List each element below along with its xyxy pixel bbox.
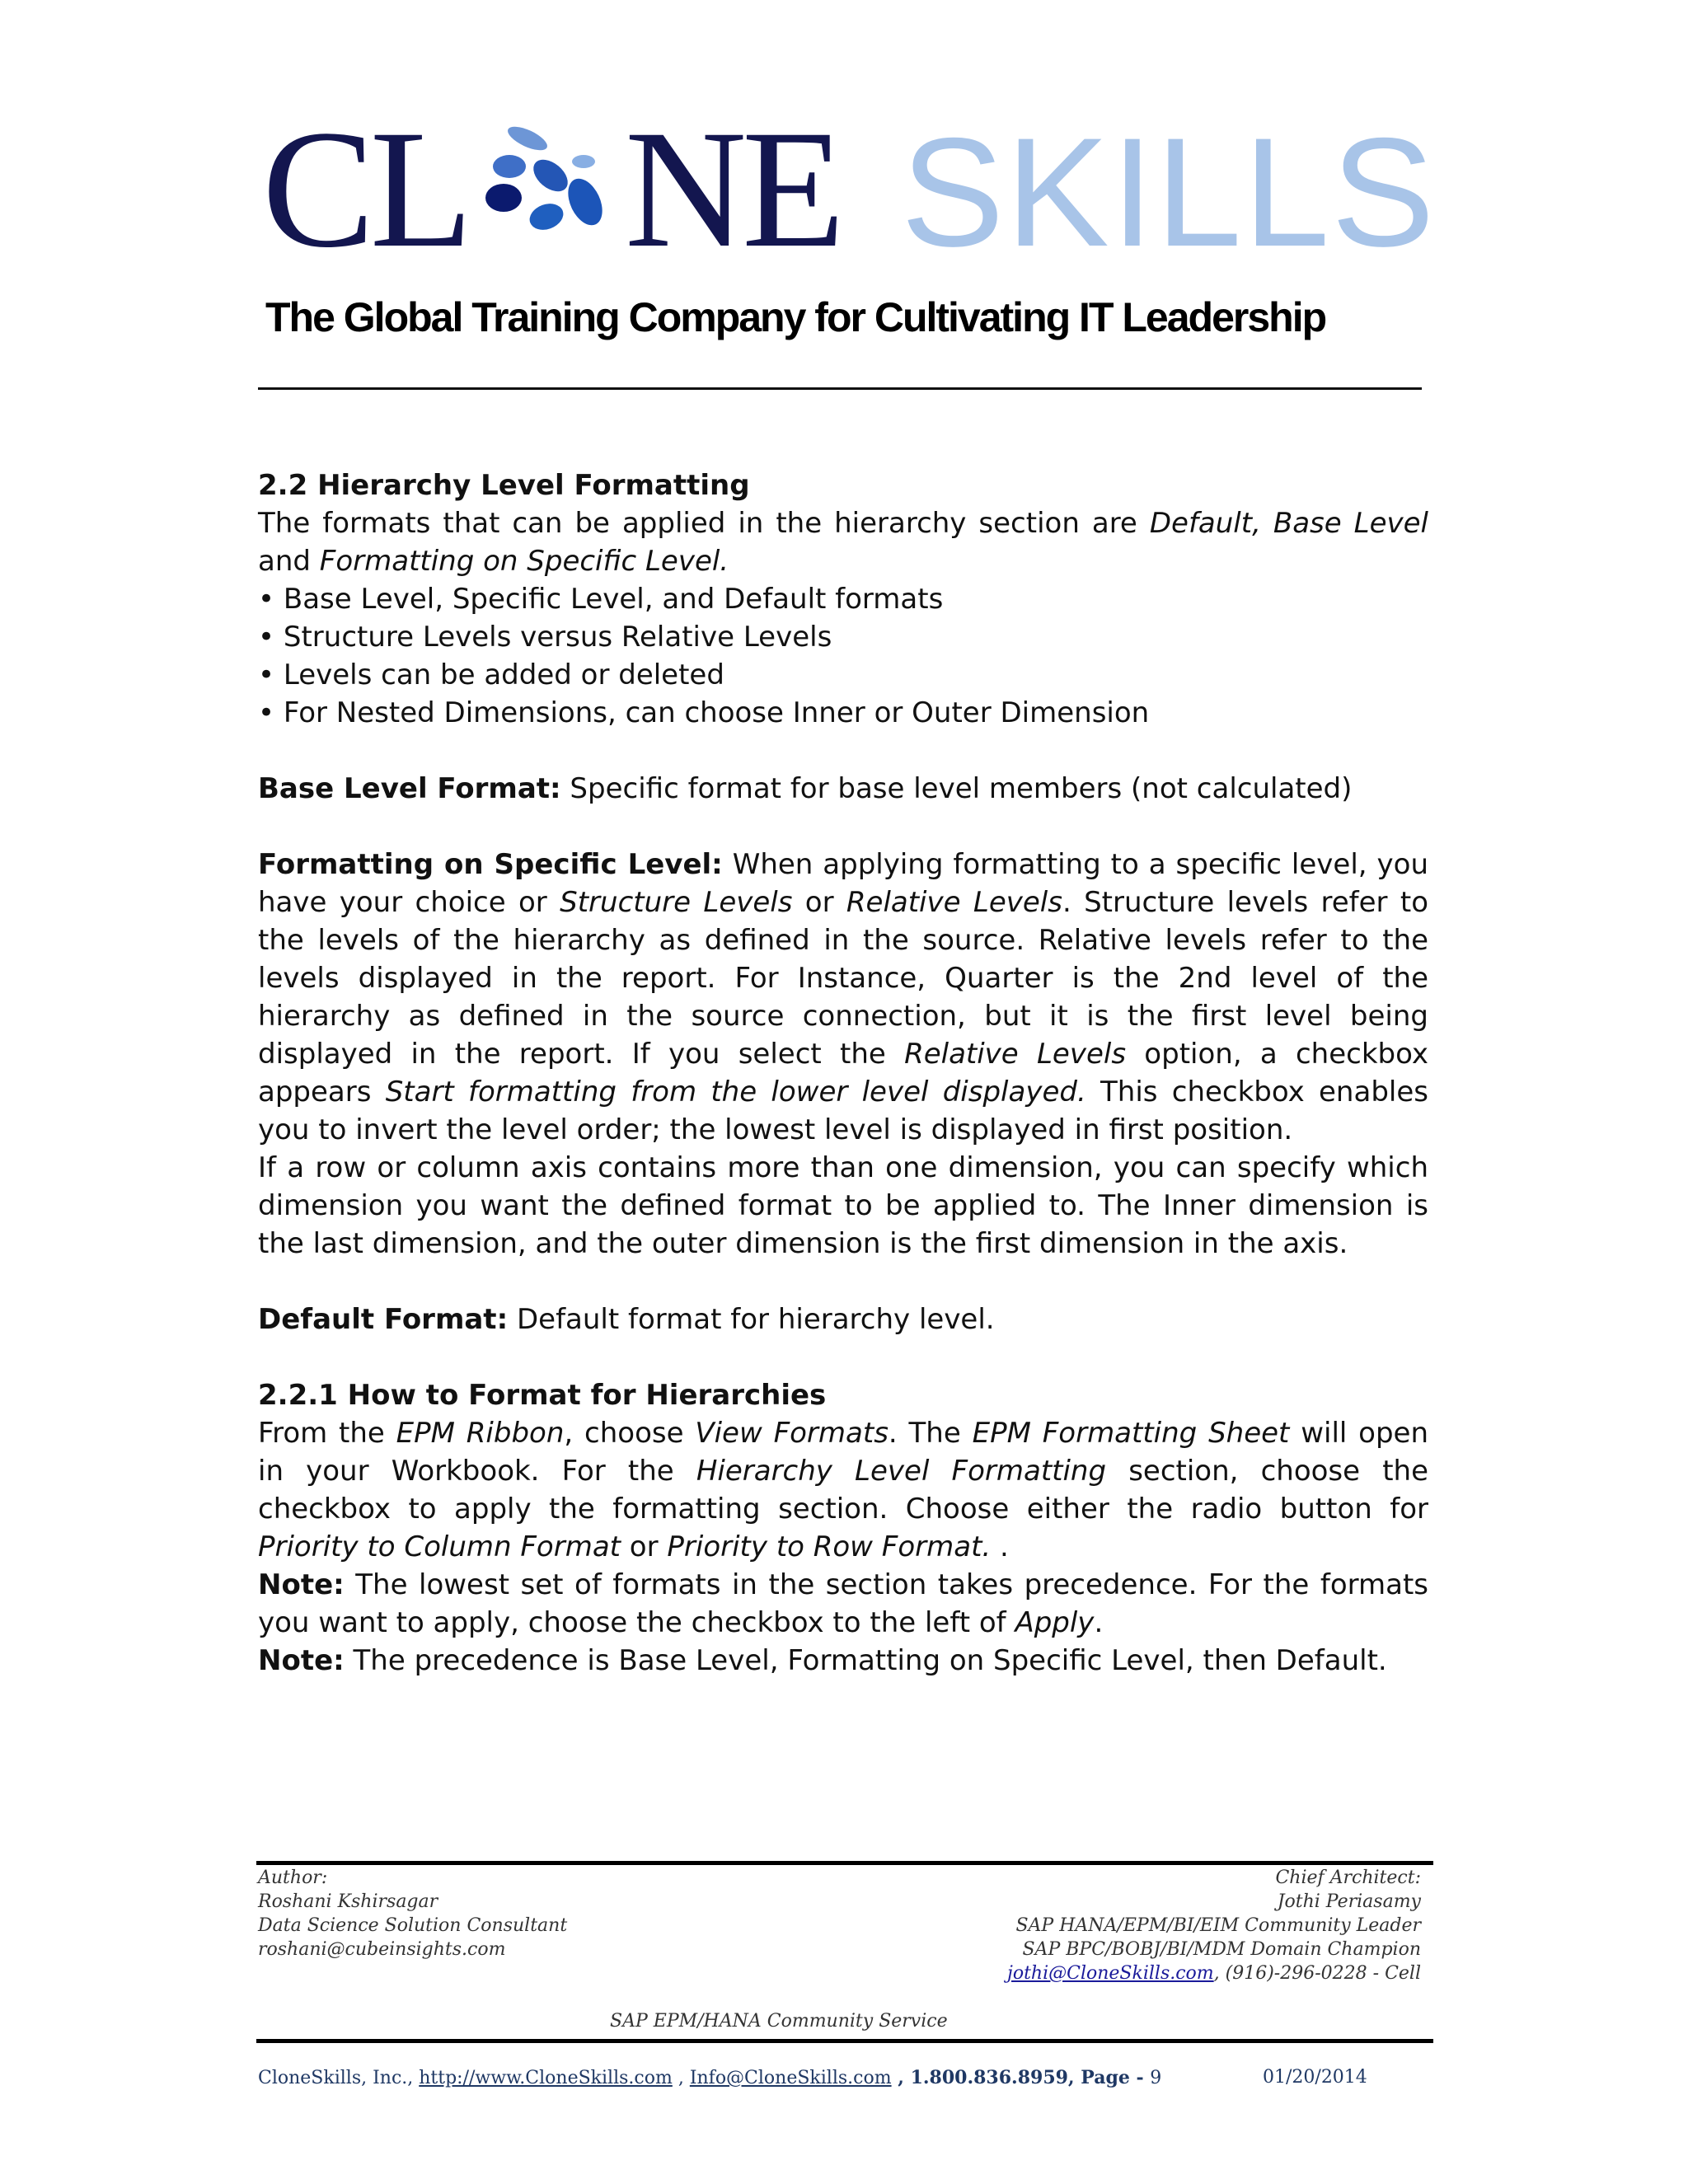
phone-page-label: , 1.800.836.8959, Page - <box>891 2067 1151 2088</box>
base-level-format-paragraph: Base Level Format: Specific format for base level members (not calculated) <box>258 772 1353 805</box>
architect-role-2: SAP BPC/BOBJ/BI/MDM Domain Champion <box>1022 1939 1421 1960</box>
subsection-title: 2.2.1 How to Format for Hierarchies <box>258 1379 827 1412</box>
document-date: 01/20/2014 <box>1263 2067 1367 2088</box>
author-name: Roshani Kshirsagar <box>258 1891 438 1912</box>
logo-text-cl: CL <box>262 96 468 283</box>
format-bullet-list <box>258 580 1428 732</box>
author-title: Data Science Solution Consultant <box>258 1915 568 1936</box>
footer-line: CloneSkills, Inc., http://www.CloneSkills.com , Info@CloneSkills.com , 1.800.836.8959, Page - 9 <box>258 2067 1162 2088</box>
cloneskills-logo <box>262 96 1437 283</box>
main-content <box>258 466 1428 1680</box>
footer-divider-top <box>256 1861 1433 1865</box>
logo-text-ne: NE <box>625 96 841 283</box>
architect-block <box>1007 1866 1421 1985</box>
architect-label: Chief Architect: <box>1275 1868 1421 1888</box>
logo-text-skills: SKILLS <box>901 105 1437 279</box>
author-label: Author: <box>258 1868 328 1888</box>
architect-phone: , (916)-296-0228 - Cell <box>1213 1963 1421 1984</box>
header-divider <box>258 387 1422 390</box>
website-link[interactable]: http://www.CloneSkills.com <box>419 2068 673 2088</box>
list-item: • For Nested Dimensions, can choose Inner or Outer Dimension <box>258 694 1428 732</box>
list-item: • Base Level, Specific Level, and Default formats <box>258 580 1428 618</box>
note-precedence-formats: Note: The lowest set of formats in the section takes precedence. For the formats you want to apply, choose the checkbox to the left of Apply. <box>258 1568 1428 1639</box>
info-email-link[interactable]: Info@CloneSkills.com <box>689 2068 892 2088</box>
community-service-label: SAP EPM/HANA Community Service <box>610 2011 948 2032</box>
list-item: • Levels can be added or deleted <box>258 656 1428 694</box>
author-block <box>258 1866 567 1961</box>
company-name: CloneSkills, Inc., <box>258 2068 420 2088</box>
note-precedence-order: Note: The precedence is Base Level, Formatting on Specific Level, then Default. <box>258 1644 1387 1677</box>
author-email: roshani@cubeinsights.com <box>258 1939 506 1960</box>
architect-role-1: SAP HANA/EPM/BI/EIM Community Leader <box>1015 1915 1421 1936</box>
list-item: • Structure Levels versus Relative Levels <box>258 618 1428 656</box>
default-format-paragraph: Default Format: Default format for hierarchy level. <box>258 1303 995 1336</box>
footer-divider-bottom <box>256 2039 1433 2043</box>
page-number: 9 <box>1150 2068 1162 2088</box>
section-intro: The formats that can be applied in the hierarchy section are Default, Base Level and Formatting on Specific Level. <box>258 507 1428 578</box>
axis-dimension-paragraph: If a row or column axis contains more than one dimension, you can specify which dimension you want the defined format to be applied to. The Inner dimension is the last dimension, and the outer dimension is the first dimension in the axis. <box>258 1151 1428 1260</box>
how-to-paragraph: From the EPM Ribbon, choose View Formats. The EPM Formatting Sheet will open in your Workbook. For the Hierarchy Level Formatting section, choose the checkbox to apply the formatting section. Choose either the radio button for Priority to Column Format or Priority to Row Format. . <box>258 1417 1429 1563</box>
architect-email-link[interactable]: jothi@CloneSkills.com <box>1007 1963 1214 1984</box>
tagline: The Global Training Company for Cultivating IT Leadership <box>265 294 1326 340</box>
architect-name: Jothi Periasamy <box>1277 1891 1421 1912</box>
logo-dots-icon <box>485 122 609 234</box>
section-title: 2.2 Hierarchy Level Formatting <box>258 469 750 502</box>
architect-contact <box>1007 1961 1421 1985</box>
specific-level-paragraph: Formatting on Specific Level: When applying formatting to a specific level, you have your choice or Structure Levels or Relative Levels. Structure levels refer to the levels of the hierarchy as defined in the source. Relative levels refer to the levels displayed in the report. For Instance, Quarter is the 2nd level of the hierarchy as defined in the source connection, but it is the first level being displayed in the report. If you select the Relative Levels option, a checkbox appears Start formatting from the lower level displayed. This checkbox enables you to invert the level order; the lowest level is displayed in first position. <box>258 848 1428 1146</box>
